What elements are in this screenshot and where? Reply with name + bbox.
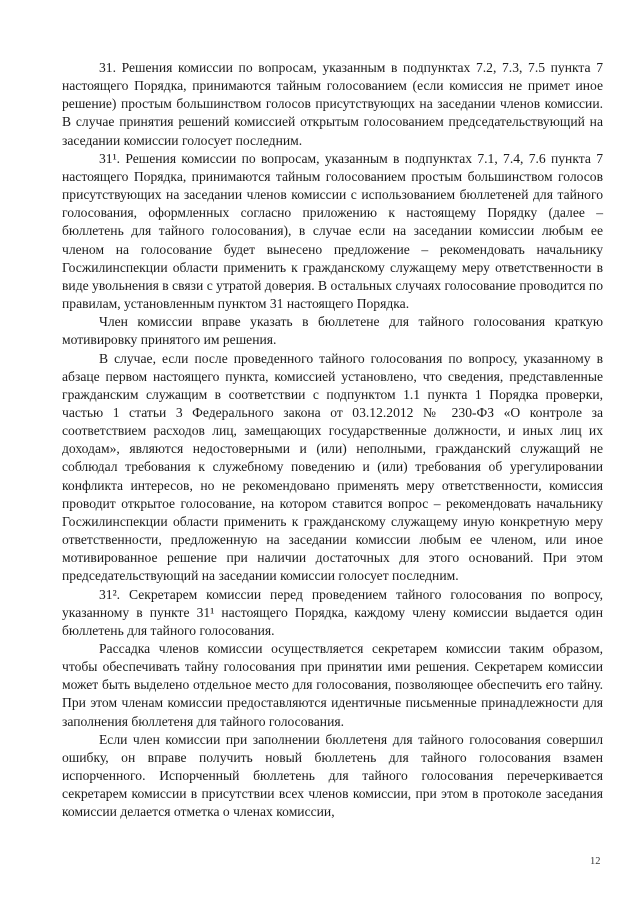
paragraph-31-2: 31². Секретарем комиссии перед проведением тайного голосования по вопросу, указанному в пункте 31¹ настоящего Порядка, каждому члену комиссии выдается один бюллетень для тайного голосования. xyxy=(62,586,603,638)
paragraph-open-vote: В случае, если после проведенного тайного голосования по вопросу, указанному в абзаце первом настоящего пункта, комиссией установлено, что сведения, представленные гражданским служащим в соответствии с подпунктом 1.1 пункта 1 Порядка проверки, частью 1 статьи 3 Федерального закона от 03.12.2012 № 230-ФЗ «О контроле за соответствием расходов лиц, замещающих государственные должности, и иных лиц их доходам», являются недостоверными и (или) неполными, гражданский служащий не соблюдал требования к служебному поведению и (или) требования об урегулировании конфликта интересов, но не рекомендовано применять меру ответственности, комиссия проводит открытое голосование, на котором ставится вопрос – рекомендовать начальнику Госжилинспекции области применить к гражданскому служащему иную конкретную меру ответственности, предложенную на заседании комиссии любым ее членом, или иное мотивированное решение при наличии достаточных для этого оснований. При этом председательствующий на заседании комиссии голосует последним. xyxy=(62,350,603,584)
page-number: 12 xyxy=(590,856,601,867)
paragraph-spoiled-ballot: Если член комиссии при заполнении бюллетеня для тайного голосования совершил ошибку, он вправе получить новый бюллетень для тайного голосования взамен испорченного. Испорченный бюллетень для тайного голосования перечеркивается секретарем комиссии в присутствии всех членов комиссии, при этом в протоколе заседания комиссии делается отметка о членах комиссии, xyxy=(62,731,603,820)
document-body xyxy=(62,59,603,822)
paragraph-31: 31. Решения комиссии по вопросам, указанным в подпунктах 7.2, 7.3, 7.5 пункта 7 настоящего Порядка, принимаются тайным голосованием (если комиссия не примет иное решение) простым большинством голосов присутствующих на заседании членов комиссии. В случае принятия решений комиссией открытым голосованием председательствующий на заседании комиссии голосует последним. xyxy=(62,60,603,148)
paragraph-31-1: 31¹. Решения комиссии по вопросам, указанным в подпунктах 7.1, 7.4, 7.6 пункта 7 настоящего Порядка, принимаются тайным голосованием простым большинством голосов присутствующих на заседании членов комиссии с использованием бюллетеней для тайного голосования, оформленных согласно приложению к настоящему Порядку (далее – бюллетень для тайного голосования), в случае если на заседании комиссии любым ее членом на голосование будет вынесено предложение – рекомендовать начальнику Госжилинспекции области применить к гражданскому служащему меру ответственности в виде увольнения в связи с утратой доверия. В остальных случаях голосование проводится по правилам, установленным пунктом 31 настоящего Порядка. xyxy=(62,150,603,312)
paragraph-ballot-reasoning: Член комиссии вправе указать в бюллетене для тайного голосования краткую мотивировку принятого им решения. xyxy=(62,314,603,348)
paragraph-seating: Рассадка членов комиссии осуществляется секретарем комиссии таким образом, чтобы обеспечивать тайну голосования при принятии ими решения. Секретарем комиссии может быть выделено отдельное место для голосования, позволяющее обеспечить его тайну. При этом членам комиссии предоставляются идентичные письменные принадлежности для заполнения бюллетеня для тайного голосования. xyxy=(62,641,603,729)
